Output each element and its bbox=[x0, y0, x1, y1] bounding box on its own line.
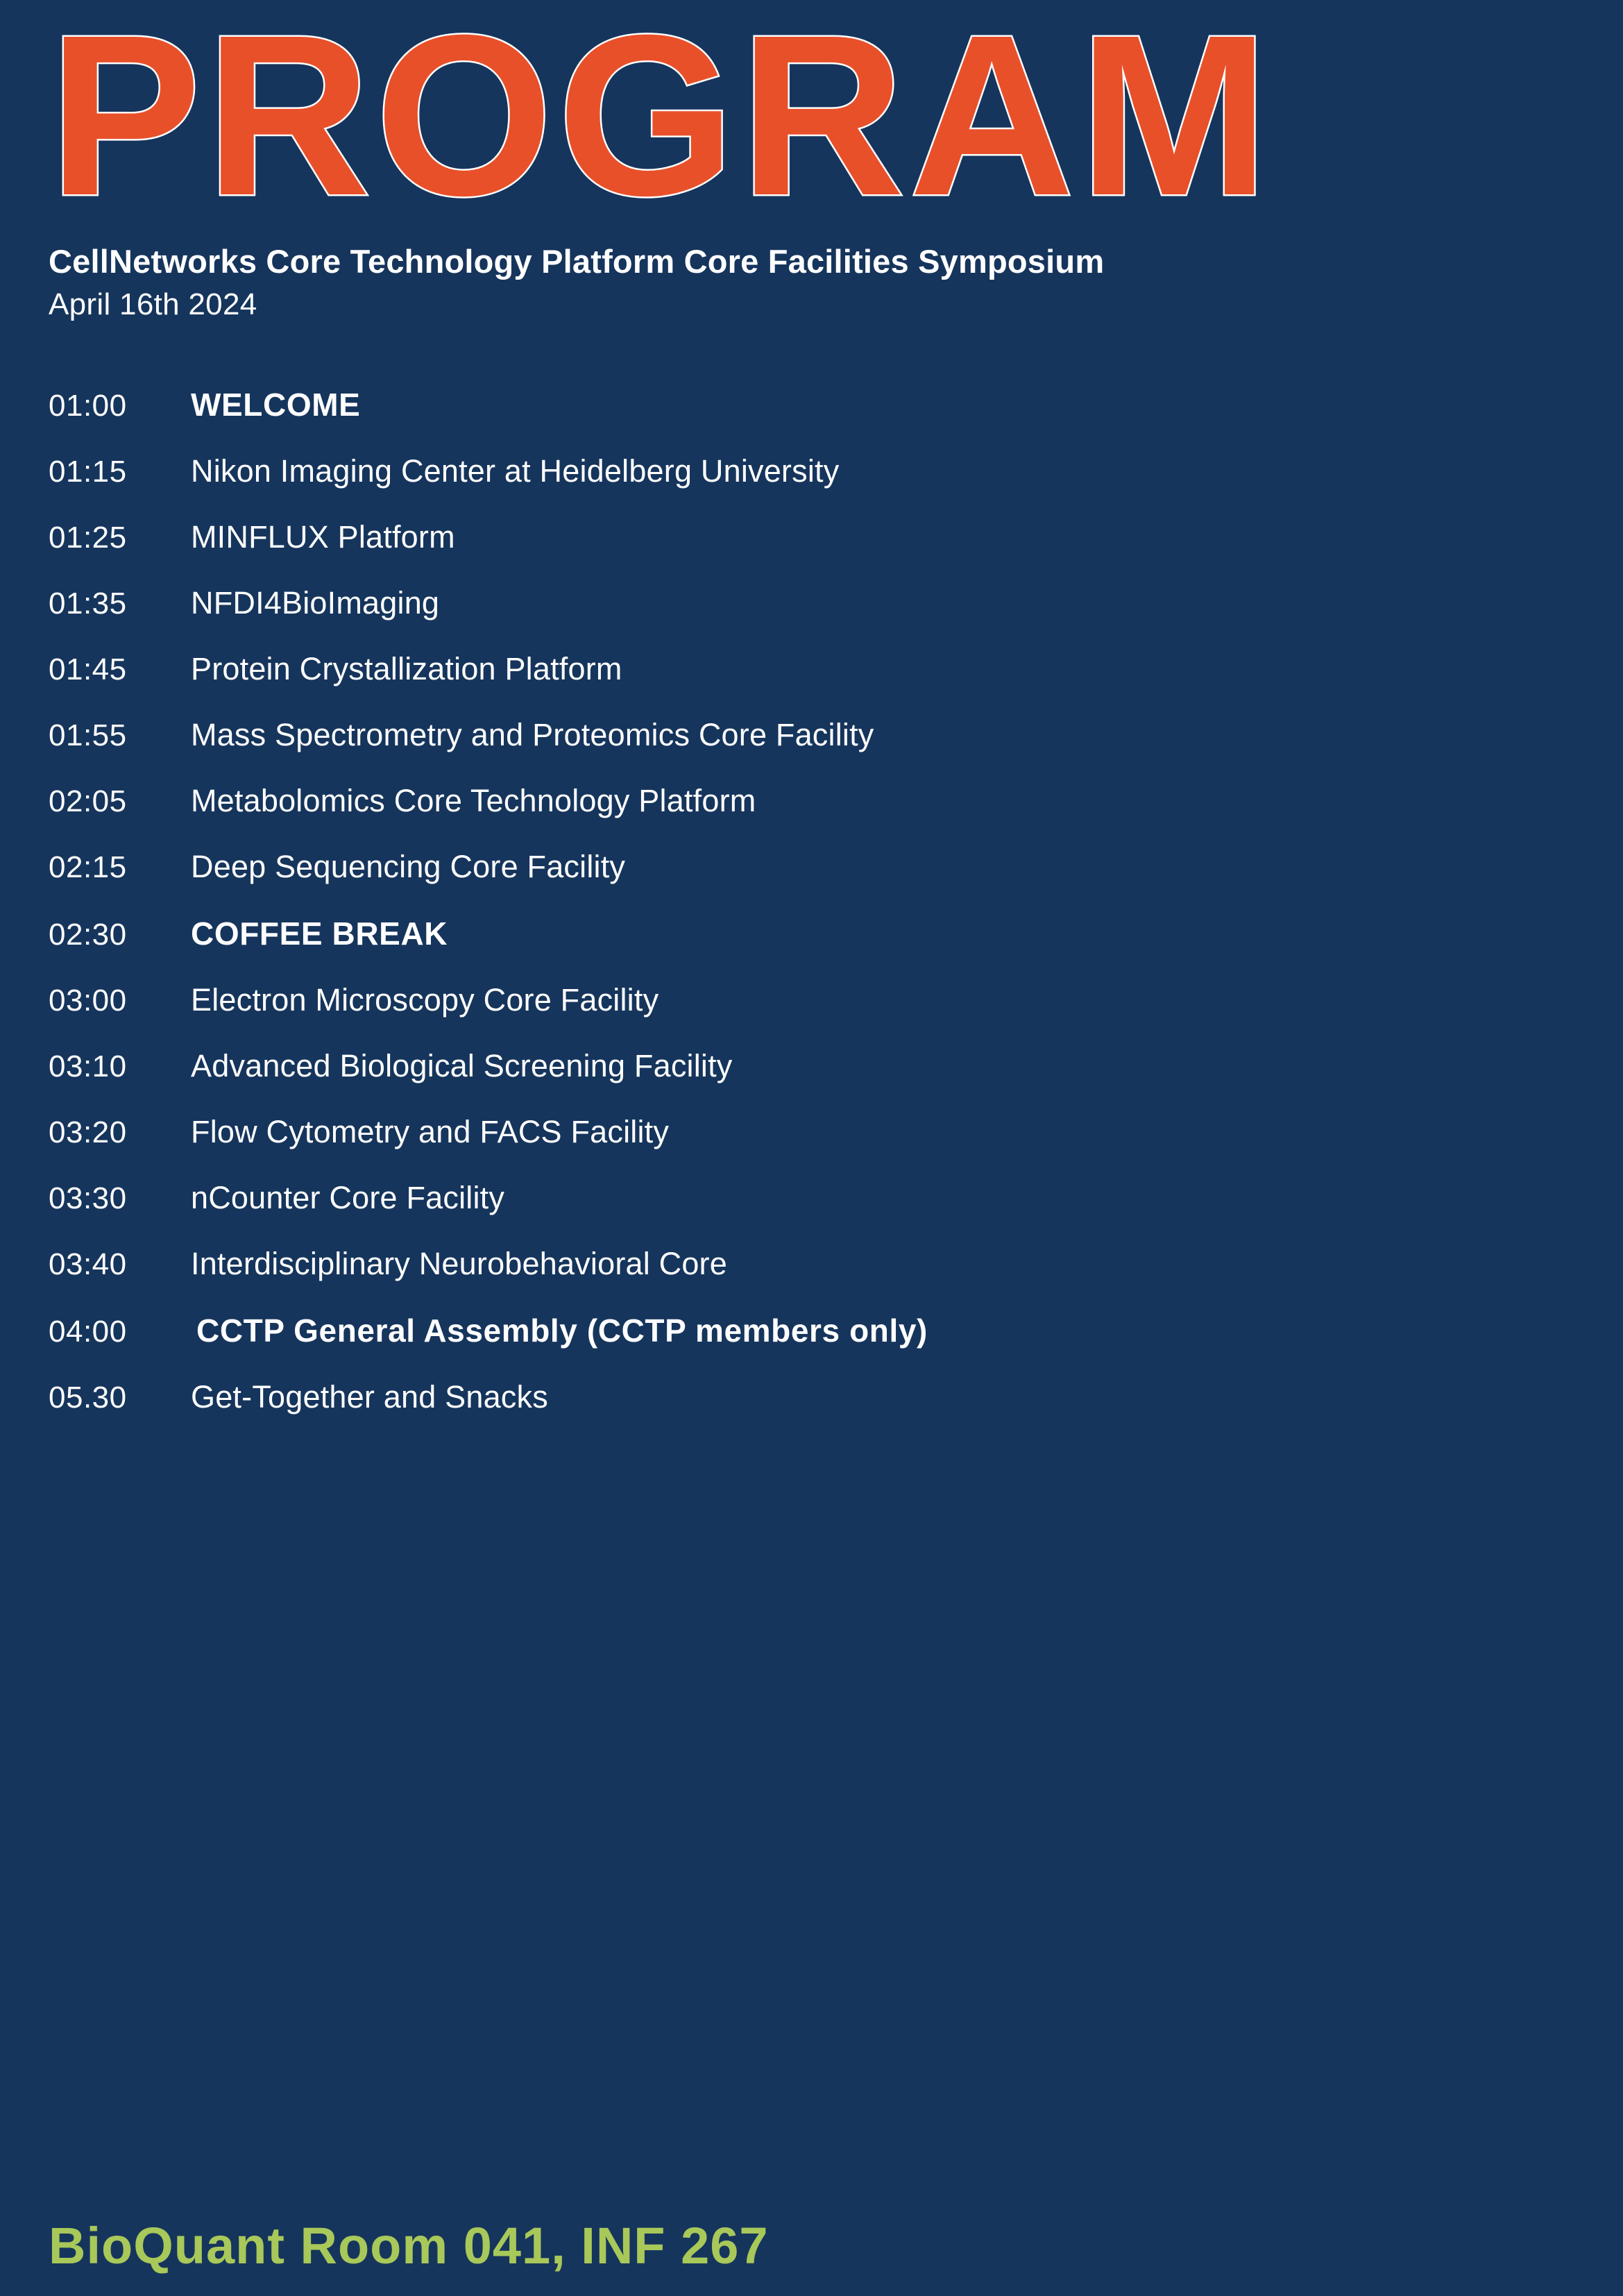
schedule-label: NFDI4BioImaging bbox=[191, 585, 440, 621]
schedule-label: CCTP General Assembly (CCTP members only) bbox=[196, 1312, 928, 1349]
schedule-row bbox=[49, 1379, 1581, 1415]
schedule-time: 05.30 bbox=[49, 1381, 127, 1415]
schedule-label: WELCOME bbox=[191, 387, 361, 423]
event-subtitle: CellNetworks Core Technology Platform Core Facilities Symposium bbox=[49, 243, 1105, 280]
schedule-time: 03:00 bbox=[49, 984, 127, 1018]
schedule-time: 01:00 bbox=[49, 389, 127, 423]
schedule-row bbox=[49, 915, 1581, 952]
schedule-row bbox=[49, 453, 1581, 489]
schedule-row bbox=[49, 1246, 1581, 1282]
schedule-time: 02:30 bbox=[49, 918, 127, 952]
schedule-label: Protein Crystallization Platform bbox=[191, 651, 622, 687]
page-title: PROGRAM bbox=[49, 0, 1274, 243]
schedule-time: 03:30 bbox=[49, 1181, 127, 1216]
schedule-label: Flow Cytometry and FACS Facility bbox=[191, 1114, 670, 1150]
schedule-label: Metabolomics Core Technology Platform bbox=[191, 783, 756, 819]
schedule-label: Nikon Imaging Center at Heidelberg University bbox=[191, 453, 840, 489]
schedule-time: 03:40 bbox=[49, 1247, 127, 1282]
venue-text: BioQuant Room 041, INF 267 bbox=[49, 2217, 769, 2274]
schedule-row bbox=[49, 1180, 1581, 1216]
schedule-time: 01:35 bbox=[49, 586, 127, 621]
schedule-row bbox=[49, 651, 1581, 687]
schedule-row bbox=[49, 1312, 1581, 1349]
schedule-label: Advanced Biological Screening Facility bbox=[191, 1048, 733, 1084]
schedule-row bbox=[49, 519, 1581, 555]
schedule-label: COFFEE BREAK bbox=[191, 915, 448, 952]
schedule-row bbox=[49, 1114, 1581, 1150]
schedule-time: 01:25 bbox=[49, 521, 127, 555]
schedule-time: 03:20 bbox=[49, 1115, 127, 1150]
title-block bbox=[42, 0, 1581, 243]
schedule-row bbox=[49, 783, 1581, 819]
schedule-list bbox=[42, 386, 1581, 1415]
schedule-row bbox=[49, 585, 1581, 621]
schedule-row bbox=[49, 982, 1581, 1018]
schedule-time: 04:00 bbox=[49, 1315, 127, 1349]
schedule-time: 02:15 bbox=[49, 850, 127, 885]
schedule-time: 01:55 bbox=[49, 718, 127, 753]
schedule-label: nCounter Core Facility bbox=[191, 1180, 505, 1216]
event-date: April 16th 2024 bbox=[49, 287, 257, 322]
schedule-label: Electron Microscopy Core Facility bbox=[191, 982, 659, 1018]
schedule-label: MINFLUX Platform bbox=[191, 519, 455, 555]
schedule-row bbox=[49, 717, 1581, 753]
schedule-time: 03:10 bbox=[49, 1049, 127, 1084]
schedule-row bbox=[49, 849, 1581, 885]
schedule-label: Get-Together and Snacks bbox=[191, 1379, 548, 1415]
schedule-label: Deep Sequencing Core Facility bbox=[191, 849, 626, 885]
schedule-row bbox=[49, 386, 1581, 423]
schedule-label: Interdisciplinary Neurobehavioral Core bbox=[191, 1246, 727, 1282]
schedule-time: 02:05 bbox=[49, 784, 127, 819]
schedule-time: 01:15 bbox=[49, 455, 127, 489]
schedule-time: 01:45 bbox=[49, 652, 127, 687]
schedule-label: Mass Spectrometry and Proteomics Core Facility bbox=[191, 717, 874, 753]
schedule-row bbox=[49, 1048, 1581, 1084]
